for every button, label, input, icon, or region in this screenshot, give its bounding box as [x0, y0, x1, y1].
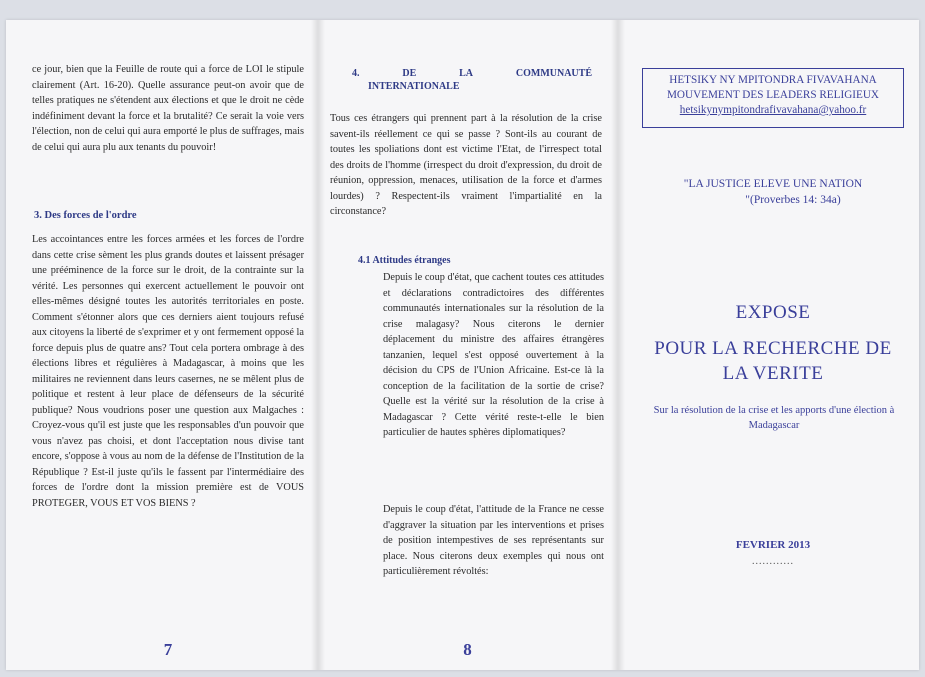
paragraph-forces-ordre: Les accointances entre les forces armées et les forces de l'ordre dans cette crise sèment les plus grands doutes et laissent présager une prééminence de la force sur le droit, de la contrainte sur la vérité. Les personnes qui exercent actuellement le pouvoir ont elles-mêmes désigné toutes les autorités territoriales en poste. Comment s'étonner alors que ces derniers aient toujours refusé aux citoyens la liberté de s'exprimer et y ont fermement opposé la force depuis plus de quatre ans? Tout cela portera ombrage à des élections libres et régulières à Madagascar, à moins que les militaires ne reviennent dans leurs casernes, ne se mêlent plus de politique et restent à leur place de défenseurs de la sécurité publique? Nous voudrions poser une question aux Malgaches : Croyez-vous qu'il est juste que les responsables d'un pouvoir que vous n'avez pas choisi, et dont l'acceptation nous divise tant encore, s'oppose à vous au nom de la défense de l'Institution de la République ? Est-il juste qu'ils le fassent par l'intermédiaire des forces de l'ordre dont la mission première est de VOUS PROTEGER, VOUS ET VOS BIENS ? — [32, 234, 304, 509]
page-number-7: 7 — [163, 640, 173, 659]
paragraph-france: Depuis le coup d'état, l'attitude de la France ne cesse d'aggraver la situation par les interventions et prises de position intempestives de ses représentants sur place. Nous citerons deux exemples qui nous ont particulièrement révoltés: — [383, 504, 604, 577]
heading-word-de: DE — [402, 68, 417, 79]
page-number-8: 8 — [463, 640, 472, 659]
heading-word-la: LA — [459, 68, 474, 79]
subsection-heading-attitudes: 4.1 Attitudes étranges — [358, 255, 451, 266]
cover-title-line3: LA VERITE — [722, 363, 824, 384]
heading-number: 4. — [352, 68, 360, 79]
motto — [658, 176, 888, 208]
section-heading-forces-ordre: 3. Des forces de l'ordre — [34, 210, 137, 221]
paragraph-continuation: ce jour, bien que la Feuille de route qui a force de LOI le stipule clairement (Art. 16-20). Quelle assurance peut-on avoir que de telles pratiques ne s'étendent aux élections et que le droit ne cède indéfiniment devant la force et la brutalité? Ce serait la voie vers l'élection, non de celui qui aura emporté le plus de suffrages, mais de celui qui aura plu aux tenants du pouvoir! — [32, 64, 304, 153]
org-name-french: MOUVEMENT DES LEADERS RELIGIEUX — [666, 89, 880, 101]
paragraph-attitudes: Depuis le coup d'état, que cachent toutes ces attitudes et déclarations contradictoires des différentes communautés internationales sur la résolution de la crise malagasy? Nous citerons le dernier déplacement du ministre des affaires étrangères tanzanien, lequel s'est opposé ouvertement à la décision du CPS de l'Union Africaine. Est-ce là la conception de la facilitation de la sortie de crise? Quelle est la vérité sur la résolution de la crise à Madagascar ? Cette vérité reste-t-elle le bien particulier de hautes sphères diplomatiques? — [383, 272, 604, 438]
motto-reference: "(Proverbes 14: 34a) — [745, 194, 841, 206]
organization-box — [642, 68, 904, 128]
cover-title-expose: EXPOSE — [735, 302, 811, 323]
fold-line-right — [611, 20, 625, 670]
cover-dotted-line: ............ — [752, 556, 794, 567]
heading-word-internationale: INTERNATIONALE — [368, 81, 460, 92]
panel-page-7 — [32, 20, 304, 670]
paragraph-etrangers: Tous ces étrangers qui prennent part à la résolution de la crise savent-ils réellement ce qui se passe ? Sont-ils au courant de toutes les spoliations dont est victime l'Etat, de l'irrespect total des droits de l'homme (irrespect du droit d'expression, du droit de réunion, oppression, menaces, utilisation de la force et d'armes lourdes) ? Respectent-ils vraiment l'impartialité en la circonstance? — [330, 113, 602, 217]
panel-page-8 — [330, 20, 605, 670]
motto-text: "LA JUSTICE ELEVE UNE NATION — [683, 178, 863, 190]
cover-title-line2: POUR LA RECHERCHE DE — [654, 338, 892, 359]
org-email-link[interactable]: hetsikynympitondrafivavahana@yahoo.fr — [679, 104, 867, 116]
cover-subtitle: Sur la résolution de la crise et les apports d'une élection à Madagascar — [653, 405, 895, 431]
section-heading-communaute-internationale — [352, 67, 592, 93]
org-name-malagasy: HETSIKY NY MPITONDRA FIVAVAHANA — [669, 74, 877, 86]
fold-line-left — [311, 20, 325, 670]
cover-date: FEVRIER 2013 — [735, 539, 811, 551]
heading-word-communaute: COMMUNAUTÉ — [515, 68, 592, 79]
panel-cover — [628, 20, 918, 670]
leaflet-sheet — [6, 20, 919, 670]
